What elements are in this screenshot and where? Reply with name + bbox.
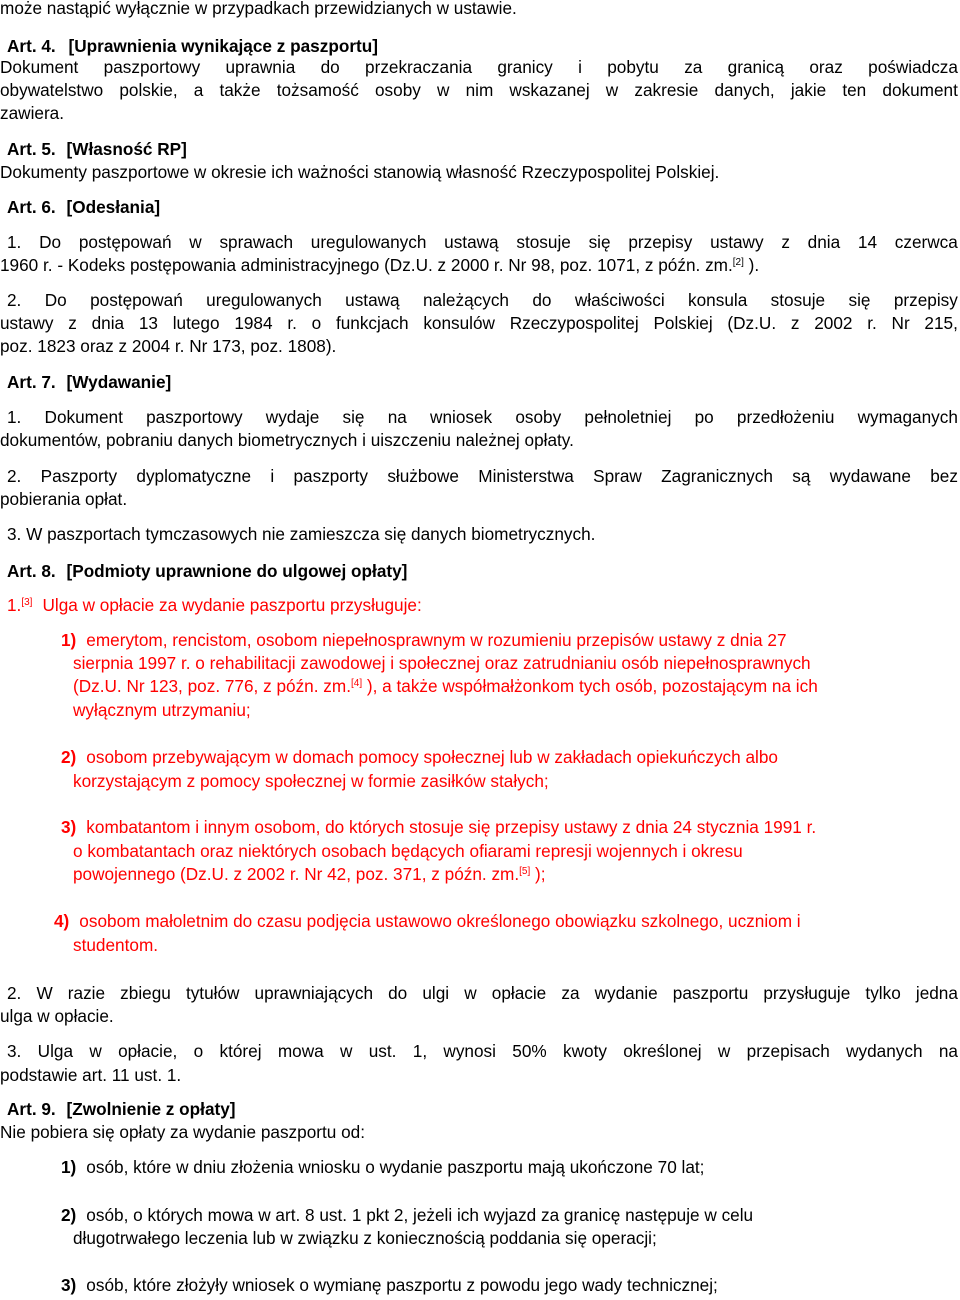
text: pobierania opłat. — [0, 489, 128, 509]
word: konsula — [688, 290, 748, 310]
text-line — [0, 79, 958, 102]
word: 2. — [7, 290, 22, 310]
text-line — [0, 1121, 365, 1144]
text-line — [0, 1005, 114, 1028]
word: 2. — [7, 983, 22, 1003]
word: do — [532, 290, 552, 310]
word: i — [578, 57, 582, 77]
list-item — [61, 1156, 704, 1179]
text: osób, o których mowa w art. 8 ust. 1 pkt 2, jeżeli ich wyjazd za granicę następuje w celu — [86, 1205, 754, 1225]
word: tytułów — [185, 983, 240, 1003]
text-line — [0, 56, 958, 79]
text: ); — [530, 864, 546, 884]
word: w — [464, 983, 477, 1003]
article-number: Art. 4. — [7, 36, 56, 56]
word: wydawane — [829, 466, 911, 486]
list-item — [61, 1204, 753, 1227]
word: pobytu — [607, 57, 659, 77]
item-number: 1) — [61, 1157, 77, 1177]
text: podstawie art. 11 ust. 1. — [0, 1065, 182, 1085]
word: osoby — [374, 80, 421, 100]
word: zbiegu — [120, 983, 171, 1003]
word: ustawy — [0, 313, 54, 333]
text-line — [0, 102, 64, 125]
word: ustawą — [444, 232, 499, 252]
word: w — [717, 1041, 731, 1061]
word: Ministerstwa — [478, 466, 574, 486]
word: 13 — [138, 313, 158, 333]
text-line — [0, 488, 127, 511]
text: wyłącznym utrzymaniu; — [73, 700, 251, 720]
text: długotrwałego leczenia lub w związku z koniecznością poddania się operacji; — [73, 1228, 657, 1248]
text: Ulga w opłacie za wydanie paszportu przysługuje: — [42, 595, 422, 615]
word: także — [219, 80, 261, 100]
text: Nie pobiera się opłaty za wydanie paszportu od: — [0, 1122, 365, 1142]
word: o — [193, 1041, 204, 1061]
text-line — [73, 770, 549, 793]
word: Dokument — [0, 57, 79, 77]
word: wskazanej — [509, 80, 590, 100]
text: może nastąpić wyłącznie w przypadkach przewidzianych w ustawie. — [0, 0, 517, 18]
article-number: Art. 9. — [7, 1099, 56, 1119]
text-line — [7, 289, 958, 312]
text-line — [73, 934, 158, 957]
text-line — [7, 1040, 958, 1063]
word: oraz — [809, 57, 843, 77]
footnote-ref: [3] — [21, 597, 33, 608]
word: uprawnia — [225, 57, 296, 77]
item-number: 4) — [54, 911, 70, 931]
word: bez — [930, 466, 958, 486]
word: stosuje — [770, 290, 826, 310]
list-item — [54, 910, 801, 933]
word: wydanych — [846, 1041, 923, 1061]
word: przepisy — [628, 232, 693, 252]
word: na — [387, 407, 407, 427]
word: przysługuje — [763, 983, 851, 1003]
text: kombatantom i innym osobom, do których stosuje się przepisy ustawy z dnia 24 stycznia 1991 r. — [86, 817, 817, 837]
word: Polskiej — [653, 313, 713, 333]
word: 215, — [924, 313, 958, 333]
word: polskie, — [119, 80, 178, 100]
list-item — [61, 816, 816, 839]
word: Dokument — [44, 407, 123, 427]
text: Dokumenty paszportowe w okresie ich ważności stanowią własność Rzeczypospolitej Polskiej. — [0, 162, 720, 182]
word: paszportu — [672, 983, 749, 1003]
article-title: [Odesłania] — [66, 197, 161, 217]
word: dnia — [91, 313, 125, 333]
text-line — [7, 406, 958, 429]
text-line — [73, 652, 811, 675]
word: 2. — [7, 466, 22, 486]
word: za — [561, 983, 580, 1003]
word: na — [938, 1041, 958, 1061]
word: Spraw — [593, 466, 642, 486]
article-title: [Podmioty uprawnione do ulgowej opłaty] — [66, 561, 408, 581]
word: za — [684, 57, 703, 77]
text: (Dz.U. Nr 123, poz. 776, z późn. zm. — [73, 676, 351, 696]
word: 1, — [412, 1041, 428, 1061]
text-line — [73, 863, 546, 886]
word: w — [437, 80, 450, 100]
word: konsulów — [423, 313, 495, 333]
footnote-ref: [5] — [519, 866, 531, 877]
article-title: [Zwolnienie z opłaty] — [66, 1099, 236, 1119]
word: czerwca — [894, 232, 958, 252]
footnote-ref: [2] — [732, 257, 744, 268]
word: ustawą — [345, 290, 400, 310]
word: 1984 — [234, 313, 273, 333]
word: W — [36, 983, 53, 1003]
item-number: 3) — [61, 1275, 77, 1295]
article-heading-9 — [7, 1098, 236, 1121]
word: a — [193, 80, 204, 100]
word: funkcjach — [335, 313, 409, 333]
word: jakie — [790, 80, 827, 100]
text: o kombatantach oraz niektórych osobach będących ofiarami represji wojennych i okresu — [73, 841, 743, 861]
article-number: Art. 8. — [7, 561, 56, 581]
word: po — [694, 407, 714, 427]
word: o — [311, 313, 322, 333]
article-heading-7 — [7, 371, 171, 394]
word: Nr — [891, 313, 910, 333]
word: sprawach — [219, 232, 294, 252]
article-title: [Uprawnienia wynikające z paszportu] — [68, 36, 378, 56]
word: opłacie — [491, 983, 547, 1003]
word: do — [320, 57, 340, 77]
text-line — [7, 465, 958, 488]
word: wynosi — [443, 1041, 496, 1061]
word: zakresie — [634, 80, 699, 100]
word: Do — [39, 232, 62, 252]
word: uprawniających — [254, 983, 374, 1003]
text-line — [0, 1064, 181, 1087]
text: ), a także współmałżonkom tych osób, pozostającym na ich — [362, 676, 818, 696]
word: dyplomatyczne — [136, 466, 252, 486]
footnote-ref: [4] — [350, 678, 363, 689]
word: lutego — [172, 313, 220, 333]
article-heading-4 — [7, 35, 378, 58]
word: z — [781, 232, 790, 252]
word: (Dz.U. — [727, 313, 777, 333]
text: osobom małoletnim do czasu podjęcia ustawowo określonego obowiązku szkolnego, uczniom i — [79, 911, 801, 931]
word: 3. — [7, 1041, 22, 1061]
list-item — [61, 629, 787, 652]
word: nim — [465, 80, 494, 100]
paragraph-number: 1. — [7, 595, 22, 615]
text: 1960 r. - Kodeks postępowania administracyjnego (Dz.U. z 2000 r. Nr 98, poz. 1071, z późn. zm. — [0, 255, 733, 275]
word: tożsamość — [276, 80, 359, 100]
word: razie — [67, 983, 106, 1003]
item-number: 2) — [61, 747, 77, 767]
text: osób, które w dniu złożenia wniosku o wydanie paszportu mają ukończone 70 lat; — [86, 1157, 705, 1177]
word: r. — [287, 313, 297, 333]
article-heading-6 — [7, 196, 160, 219]
word: do — [388, 983, 408, 1003]
word: granicy — [497, 57, 553, 77]
word: 14 — [857, 232, 878, 252]
word: 1. — [7, 232, 22, 252]
word: kwoty — [563, 1041, 607, 1061]
article-number: Art. 6. — [7, 197, 56, 217]
word: uregulowanych — [310, 232, 427, 252]
text-line — [7, 982, 958, 1005]
text: 3. W paszportach tymczasowych nie zamieszcza się danych biometrycznych. — [7, 524, 596, 544]
word: ulgi — [422, 983, 450, 1003]
text-line — [73, 699, 251, 722]
word: dnia — [807, 232, 841, 252]
word: Do — [44, 290, 67, 310]
word: osoby — [515, 407, 562, 427]
text: osób, które złożyły wniosek o wymianę paszportu z powodu jego wady technicznej; — [86, 1275, 718, 1295]
text: studentom. — [73, 935, 159, 955]
text: ). — [743, 255, 760, 275]
text-line — [7, 523, 595, 546]
word: wniosek — [430, 407, 493, 427]
article-heading-8 — [7, 560, 407, 583]
word: z — [790, 313, 800, 333]
article-number: Art. 7. — [7, 372, 56, 392]
word: i — [270, 466, 275, 486]
word: w — [89, 1041, 102, 1061]
word: opłacie, — [118, 1041, 178, 1061]
article-title: [Wydawanie] — [66, 372, 172, 392]
text-line — [0, 335, 336, 358]
word: się — [848, 290, 871, 310]
word: właściwości — [574, 290, 665, 310]
word: danych, — [714, 80, 775, 100]
word: obywatelstwo — [0, 80, 104, 100]
text: emerytom, rencistom, osobom niepełnosprawnym w rozumieniu przepisów ustawy z dnia 27 — [86, 630, 787, 650]
word: stosuje — [516, 232, 571, 252]
text-line — [73, 675, 818, 698]
word: 50% — [512, 1041, 547, 1061]
text-line — [7, 231, 958, 254]
text: zawiera. — [0, 103, 64, 123]
word: w — [189, 232, 202, 252]
word: przekraczania — [365, 57, 473, 77]
text-line — [0, 312, 958, 335]
word: określonej — [623, 1041, 702, 1061]
article-title: [Własność RP] — [66, 139, 187, 159]
item-number: 3) — [61, 817, 77, 837]
word: mowa — [277, 1041, 324, 1061]
word: z — [68, 313, 77, 333]
word: wydanie — [594, 983, 658, 1003]
word: ustawy — [710, 232, 764, 252]
word: należących — [423, 290, 509, 310]
word: wymaganych — [857, 407, 958, 427]
word: r. — [867, 313, 877, 333]
word: przepisach — [746, 1041, 830, 1061]
word: której — [219, 1041, 262, 1061]
word: pełnoletniej — [584, 407, 672, 427]
list-item — [61, 746, 778, 769]
text-line — [0, 161, 719, 184]
text-line — [73, 1227, 657, 1250]
word: poświadcza — [868, 57, 958, 77]
word: Paszporty — [40, 466, 118, 486]
text: korzystającym z pomocy społecznej w formie zasiłków stałych; — [73, 771, 549, 791]
word: Zagranicznych — [661, 466, 773, 486]
text: dokumentów, pobraniu danych biometrycznych i uiszczeniu należnej opłaty. — [0, 430, 574, 450]
item-number: 2) — [61, 1205, 77, 1225]
article-heading-5 — [7, 138, 187, 161]
text: poz. 1823 oraz z 2004 r. Nr 173, poz. 1808). — [0, 336, 337, 356]
list-item — [61, 1274, 718, 1297]
text: osobom przebywającym w domach pomocy społecznej lub w zakładach opiekuńczych albo — [86, 747, 778, 767]
word: Rzeczypospolitej — [509, 313, 639, 333]
word: wydaje — [265, 407, 320, 427]
word: w — [340, 1041, 353, 1061]
word: granicą — [727, 57, 785, 77]
text: sierpnia 1997 r. o rehabilitacji zawodowej i społecznej oraz zatrudnianiu osób niepełnosprawnych — [73, 653, 811, 673]
word: dokument — [882, 80, 958, 100]
word: paszporty — [293, 466, 368, 486]
word: się — [342, 407, 365, 427]
word: ten — [842, 80, 867, 100]
word: jedna — [915, 983, 958, 1003]
text: powojennego (Dz.U. z 2002 r. Nr 42, poz. 371, z późn. zm. — [73, 864, 520, 884]
word: są — [792, 466, 811, 486]
item-number: 1) — [61, 630, 77, 650]
word: Ulga — [37, 1041, 74, 1061]
word: paszportowy — [103, 57, 201, 77]
text: ulga w opłacie. — [0, 1006, 114, 1026]
text-line — [0, 254, 759, 277]
word: przepisy — [893, 290, 958, 310]
word: paszportowy — [146, 407, 243, 427]
word: postępowań — [78, 232, 172, 252]
word: 1. — [7, 407, 22, 427]
word: uregulowanych — [206, 290, 322, 310]
text-line — [73, 840, 743, 863]
word: ust. — [368, 1041, 397, 1061]
word: 2002 — [814, 313, 853, 333]
article-number: Art. 5. — [7, 139, 56, 159]
word: się — [588, 232, 611, 252]
word: służbowe — [387, 466, 459, 486]
text-line — [0, 0, 517, 20]
word: przedłożeniu — [736, 407, 835, 427]
word: tylko — [865, 983, 901, 1003]
word: postępowań — [90, 290, 183, 310]
text-line — [7, 594, 422, 617]
word: w — [605, 80, 619, 100]
text-line — [0, 429, 574, 452]
